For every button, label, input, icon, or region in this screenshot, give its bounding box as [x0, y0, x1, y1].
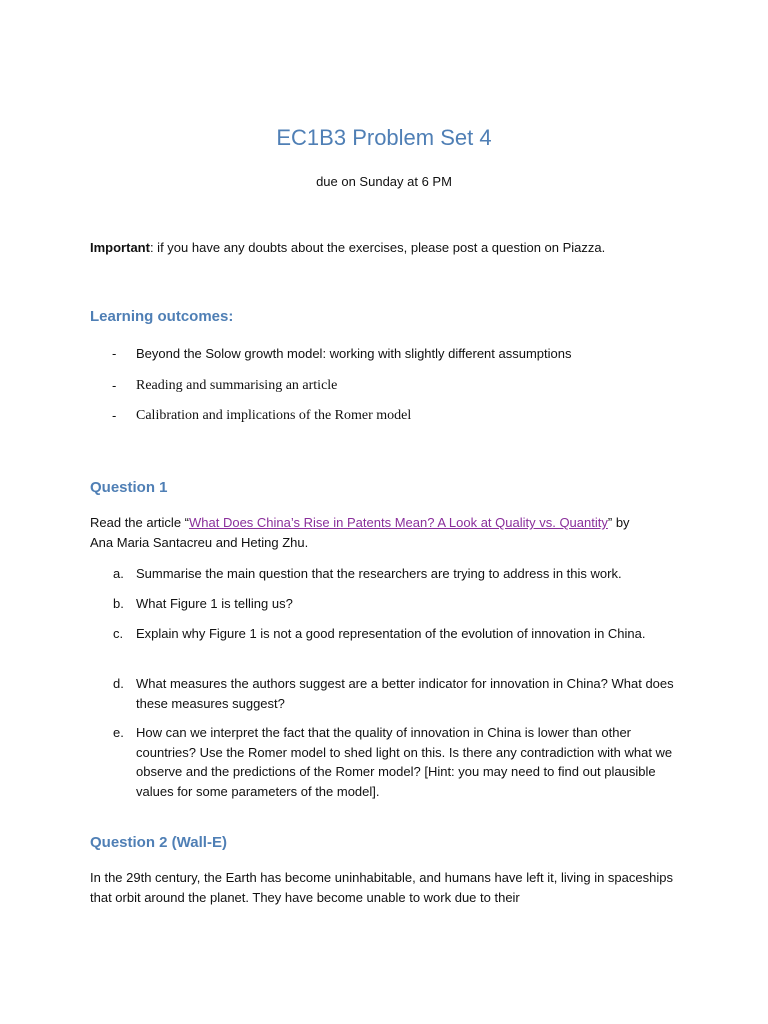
article-link[interactable]: What Does China’s Rise in Patents Mean? A Look at Quality vs. Quantity	[189, 515, 608, 530]
question-1-item-a	[113, 564, 683, 584]
item-text: What Figure 1 is telling us?	[136, 596, 293, 611]
learning-outcome-text: Beyond the Solow growth model: working with slightly different assumptions	[136, 346, 572, 361]
question-2-text: In the 29th century, the Earth has become uninhabitable, and humans have left it, living in spaceships that orbit around the planet. They have become unable to work due to their	[90, 870, 673, 905]
list-dash: -	[112, 408, 117, 423]
important-text: : if you have any doubts about the exercises, please post a question on Piazza.	[149, 240, 606, 255]
item-label: a.	[113, 566, 124, 581]
question-1-item-e	[113, 723, 683, 801]
question-1-item-c	[113, 624, 683, 644]
item-label: c.	[113, 626, 124, 641]
learning-outcome-text: Calibration and implications of the Romer model	[136, 408, 412, 423]
item-text: What measures the authors suggest are a better indicator for innovation in China? What does these measures suggest?	[136, 676, 674, 711]
item-text: Summarise the main question that the researchers are trying to address in this work.	[136, 566, 622, 581]
question-1-item-b	[113, 594, 683, 614]
question-1-item-d	[113, 674, 683, 713]
learning-outcomes-heading: Learning outcomes:	[90, 308, 234, 325]
question-2-heading: Question 2 (Wall-E)	[90, 834, 227, 851]
intro-authors: Ana Maria Santacreu and Heting Zhu.	[90, 535, 309, 550]
question-1-intro	[90, 513, 690, 553]
document-title: EC1B3 Problem Set 4	[276, 125, 492, 150]
item-text: How can we interpret the fact that the quality of innovation in China is lower than other countries? Use the Romer model to shed light on this. Is there any contradiction with what we observe and the predictions of the Romer model? [Hint: you may need to find out plausible values for some parameters of the model].	[136, 725, 673, 799]
question-1-heading: Question 1	[90, 479, 168, 496]
list-dash: -	[112, 346, 117, 361]
intro-text-start: Read the article “	[90, 515, 189, 530]
item-label: b.	[113, 596, 124, 611]
learning-outcome-text: Reading and summarising an article	[136, 378, 338, 393]
intro-text-end: ” by	[607, 515, 630, 530]
item-label: e.	[113, 725, 124, 740]
important-note	[90, 240, 690, 255]
item-label: d.	[113, 676, 124, 691]
important-label: Important	[90, 240, 150, 255]
item-text: Explain why Figure 1 is not a good representation of the evolution of innovation in China.	[136, 626, 646, 641]
list-dash: -	[112, 378, 117, 393]
due-date: due on Sunday at 6 PM	[316, 174, 452, 189]
